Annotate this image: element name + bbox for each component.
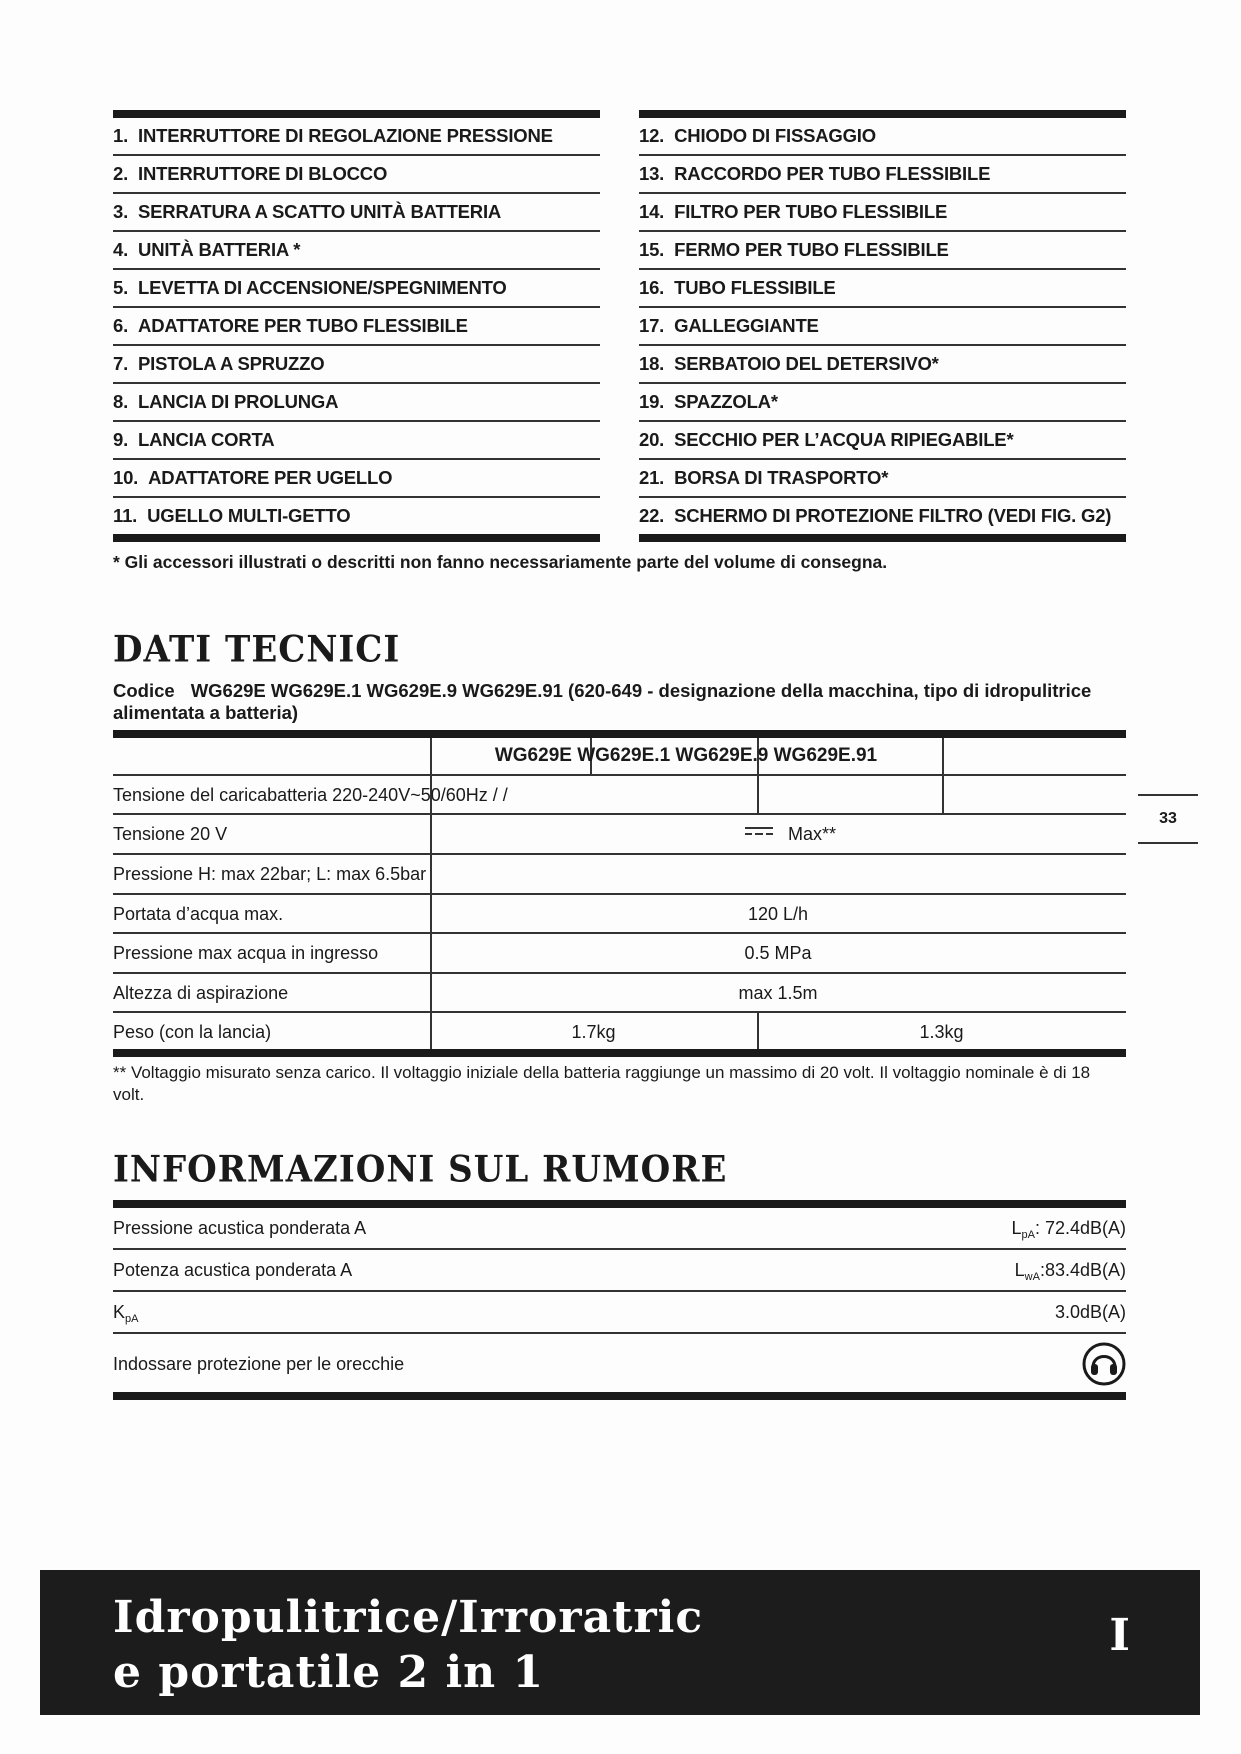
wa-symbol: L <box>1014 1260 1025 1280</box>
part-label: UGELLO MULTI-GETTO <box>147 505 351 526</box>
k-symbol: K <box>113 1302 126 1322</box>
parts-list-item <box>113 156 600 194</box>
wa-value: :83.4dB(A) <box>1039 1260 1126 1280</box>
part-label: FERMO PER TUBO FLESSIBILE <box>674 239 949 260</box>
parts-list-item <box>113 346 600 384</box>
part-label: SCHERMO DI PROTEZIONE FILTRO (VEDI FIG. G2) <box>674 505 1112 526</box>
part-label: GALLEGGIANTE <box>674 315 819 336</box>
part-label: FILTRO PER TUBO FLESSIBILE <box>674 201 948 222</box>
wa-sub: wA <box>1024 1271 1040 1283</box>
noise-row-ear <box>113 1334 1126 1390</box>
part-number: 10. <box>113 467 139 488</box>
parts-list-item <box>113 422 600 460</box>
parts-list-item <box>113 498 600 534</box>
flow-value: 120 L/h <box>747 904 809 924</box>
footer-banner <box>40 1570 1200 1715</box>
parts-list-item <box>639 270 1126 308</box>
part-number: 3. <box>113 201 129 222</box>
pa-label: Pressione acustica ponderata A <box>113 1218 367 1238</box>
part-label: CHIODO DI FISSAGGIO <box>674 125 876 146</box>
language-code: I <box>1109 1610 1130 1661</box>
part-label: LANCIA CORTA <box>138 429 275 450</box>
part-number: 8. <box>113 391 129 412</box>
parts-list-item <box>113 308 600 346</box>
flow-label: Portata d’acqua max. <box>113 904 284 924</box>
charger-label: Tensione del caricabatteria 220-240V~50/60Hz / / <box>113 785 508 805</box>
suction-value: max 1.5m <box>738 983 818 1003</box>
part-number: 6. <box>113 315 129 336</box>
noise-row-wa <box>113 1250 1126 1292</box>
part-number: 12. <box>639 125 665 146</box>
parts-list-left <box>113 110 600 542</box>
k-label-group <box>113 1302 138 1325</box>
ear-label: Indossare protezione per le orecchie <box>113 1354 405 1374</box>
part-label: UNITÀ BATTERIA * <box>138 239 301 260</box>
part-number: 20. <box>639 429 665 450</box>
noise-heading: INFORMAZIONI SUL RUMORE <box>113 1148 728 1192</box>
part-number: 15. <box>639 239 665 260</box>
parts-list-item <box>639 498 1126 534</box>
models-header: WG629E WG629E.1 WG629E.9 WG629E.91 <box>494 745 878 766</box>
voltage-label: Tensione 20 V <box>113 824 228 844</box>
dc-symbol-icon <box>745 822 773 843</box>
part-number: 5. <box>113 277 129 298</box>
part-number: 18. <box>639 353 665 374</box>
inlet-label: Pressione max acqua in ingresso <box>113 943 379 963</box>
parts-list-item <box>639 156 1126 194</box>
voltage-value: Max** <box>788 824 837 844</box>
part-number: 17. <box>639 315 665 336</box>
wa-value-group <box>1015 1260 1126 1283</box>
part-label: ADATTATORE PER TUBO FLESSIBILE <box>138 315 468 336</box>
part-number: 4. <box>113 239 129 260</box>
model-code <box>113 680 1133 724</box>
weight-value-a: 1.7kg <box>571 1022 616 1042</box>
part-label: SECCHIO PER L’ACQUA RIPIEGABILE* <box>674 429 1014 450</box>
parts-list-item <box>113 460 600 498</box>
part-label: TUBO FLESSIBILE <box>674 277 836 298</box>
part-number: 19. <box>639 391 665 412</box>
part-label: INTERRUTTORE DI REGOLAZIONE PRESSIONE <box>138 125 553 146</box>
part-label: LEVETTA DI ACCENSIONE/SPEGNIMENTO <box>138 277 507 298</box>
part-number: 7. <box>113 353 129 374</box>
part-label: LANCIA DI PROLUNGA <box>138 391 339 412</box>
page-number: 33 <box>1138 794 1198 844</box>
part-label: PISTOLA A SPRUZZO <box>138 353 325 374</box>
parts-list-item <box>639 194 1126 232</box>
parts-list-item <box>639 384 1126 422</box>
part-number: 9. <box>113 429 129 450</box>
part-label: ADATTATORE PER UGELLO <box>148 467 393 488</box>
code-label: Codice <box>113 680 175 701</box>
part-number: 21. <box>639 467 665 488</box>
wa-label: Potenza acustica ponderata A <box>113 1260 353 1280</box>
part-label: SPAZZOLA* <box>674 391 778 412</box>
suction-label: Altezza di aspirazione <box>113 983 289 1003</box>
pa-symbol: L <box>1011 1218 1022 1238</box>
parts-list-item <box>639 308 1126 346</box>
ear-protection-icon <box>1082 1342 1126 1391</box>
code-text: WG629E WG629E.1 WG629E.9 WG629E.91 (620-649 - designazione della macchina, tipo di idropulitrice alimentata a batteria) <box>113 680 1092 723</box>
parts-list-item <box>113 194 600 232</box>
noise-row-k <box>113 1292 1126 1334</box>
weight-value-b: 1.3kg <box>919 1022 964 1042</box>
part-number: 11. <box>113 505 138 526</box>
parts-list-item <box>113 232 600 270</box>
product-title-line2: e portatile 2 in 1 <box>113 1647 545 1698</box>
k-sub: pA <box>125 1313 139 1325</box>
parts-list-item <box>639 460 1126 498</box>
part-number: 1. <box>113 125 129 146</box>
inlet-value: 0.5 MPa <box>744 943 812 963</box>
pa-value-group <box>1011 1218 1126 1241</box>
part-number: 2. <box>113 163 129 184</box>
parts-list-item <box>113 270 600 308</box>
noise-row-pa <box>113 1208 1126 1250</box>
part-label: INTERRUTTORE DI BLOCCO <box>138 163 388 184</box>
k-value: 3.0dB(A) <box>1054 1302 1126 1322</box>
parts-list-item <box>639 346 1126 384</box>
parts-list-item <box>639 422 1126 460</box>
parts-list-item <box>113 384 600 422</box>
part-number: 16. <box>639 277 665 298</box>
parts-list-item <box>639 232 1126 270</box>
pa-sub: pA <box>1021 1229 1035 1241</box>
part-label: RACCORDO PER TUBO FLESSIBILE <box>674 163 991 184</box>
parts-list-item <box>639 118 1126 156</box>
parts-list-right <box>639 110 1126 542</box>
part-number: 22. <box>639 505 665 526</box>
accessories-note: * Gli accessori illustrati o descritti non fanno necessariamente parte del volume di consegna. <box>113 552 888 572</box>
voltage-footnote: ** Voltaggio misurato senza carico. Il voltaggio iniziale della batteria raggiunge un massimo di 20 volt. Il voltaggio nominale è di 18 volt. <box>113 1063 1091 1104</box>
product-title-line1: Idropulitrice/Irroratric <box>113 1592 704 1643</box>
part-label: BORSA DI TRASPORTO* <box>674 467 889 488</box>
parts-list-item <box>113 118 600 156</box>
part-number: 14. <box>639 201 665 222</box>
weight-label: Peso (con la lancia) <box>113 1022 272 1042</box>
part-number: 13. <box>639 163 665 184</box>
pa-value: : 72.4dB(A) <box>1034 1218 1126 1238</box>
part-label: SERBATOIO DEL DETERSIVO* <box>674 353 939 374</box>
part-label: SERRATURA A SCATTO UNITÀ BATTERIA <box>138 201 502 222</box>
pressure-label: Pressione H: max 22bar; L: max 6.5bar <box>113 864 427 884</box>
product-title <box>113 1590 703 1700</box>
tech-heading: DATI TECNICI <box>113 628 401 672</box>
